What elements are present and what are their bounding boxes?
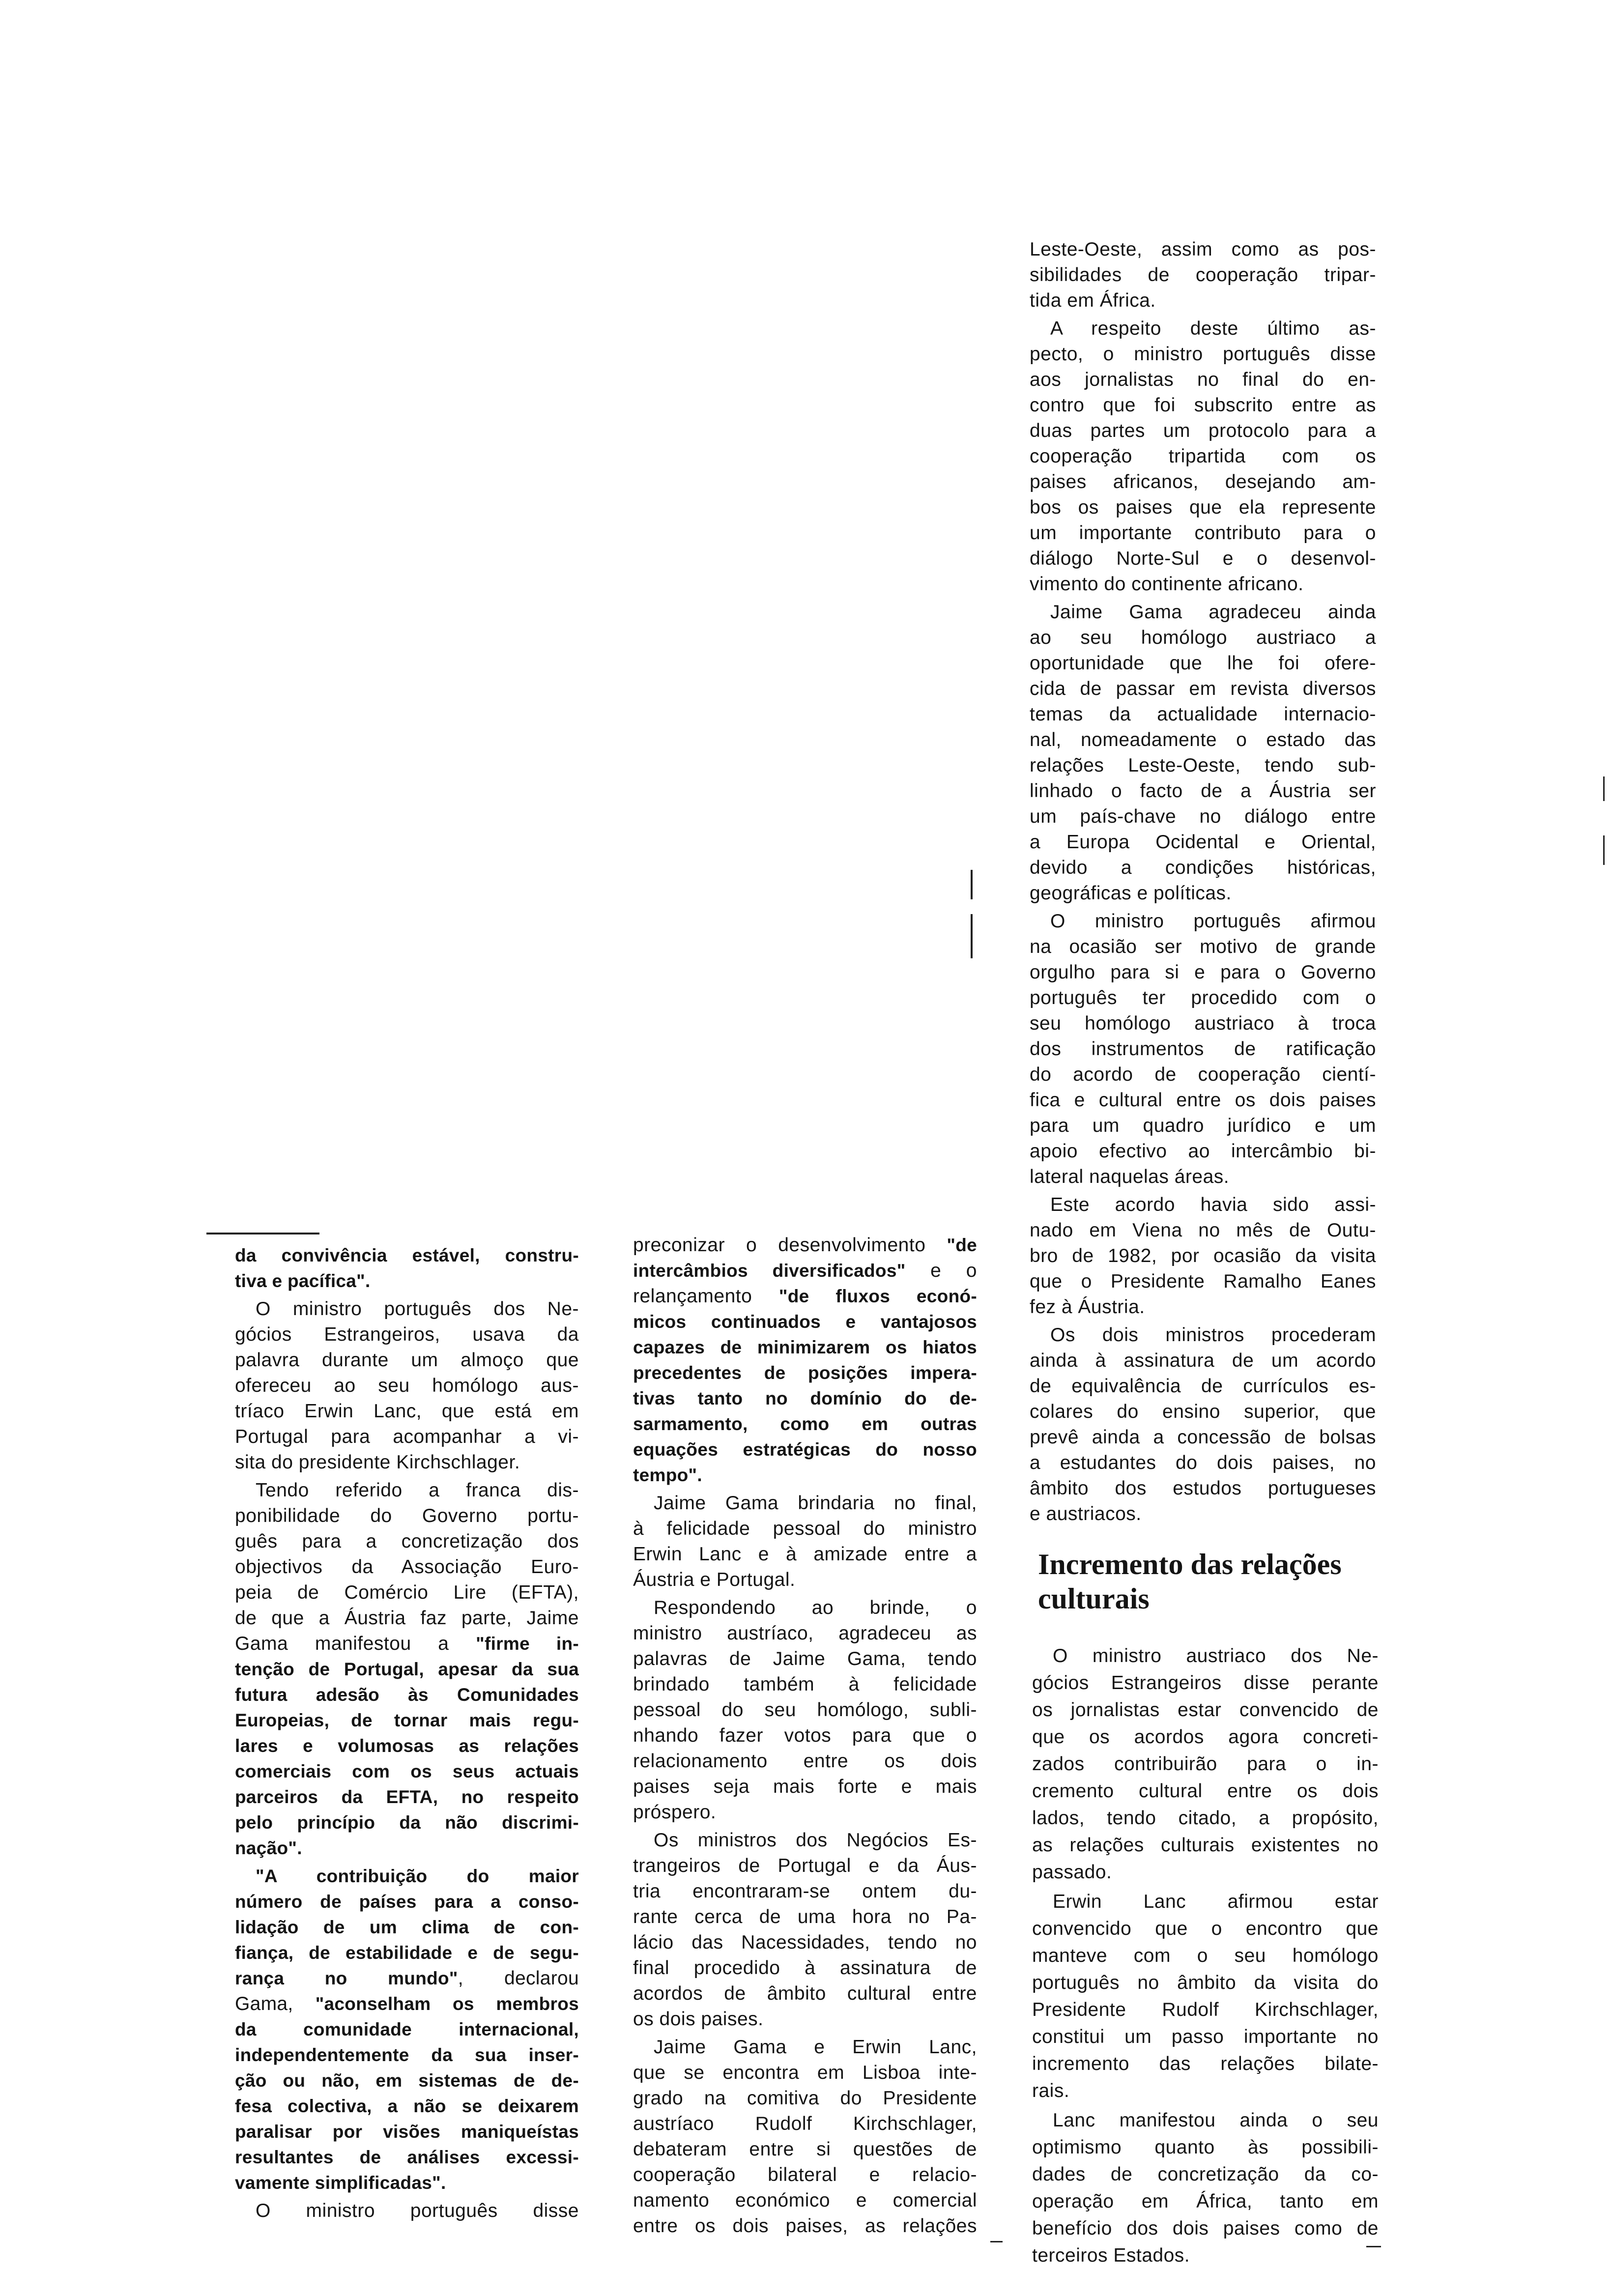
paragraph [633,1828,977,2032]
text-line: Jaime Gama brindaria no final, [654,1492,977,1514]
article-column-3-bottom [1032,1642,1379,2269]
text-line: próspero. [633,1802,717,1823]
bold-text: "de [947,1235,977,1255]
text-line: pecto, o ministro português disse [1030,344,1376,365]
text-line: namento económico e comercial [633,2190,977,2211]
text-line: lidação de um clima de con- [235,1917,579,1937]
text-line: fesa colectiva, a não se deixarem [235,2096,579,2116]
paragraph [235,1864,579,2196]
bold-text: precedentes de posições impera- [633,1363,977,1383]
text-line: que os acordos agora concreti- [1032,1726,1379,1748]
bold-text: tenção de Portugal, apesar da sua [235,1659,579,1679]
text-line: nhando fazer votos para que o [633,1725,977,1746]
text-line: linhado o facto de a Áustria ser [1030,780,1376,802]
text-line: sibilidades de cooperação tripar- [1030,264,1376,286]
text-line: rante cerca de uma hora no Pa- [633,1906,977,1927]
text-line: acordos de âmbito cultural entre [633,1983,977,2004]
bold-text: tivas tanto no domínio do de- [633,1388,977,1408]
text-line [235,1759,579,1784]
paragraph [633,1233,977,1488]
regular-text: , declarou [458,1968,579,1989]
text-line: "A contribuição do maior [256,1866,579,1886]
scan-rule-mark [1603,776,1605,801]
text-line: aos jornalistas no final do en- [1030,369,1376,390]
text-line [633,1386,977,1411]
text-line [235,1991,579,2017]
text-line [235,1657,579,1682]
text-line: gócios Estrangeiros, usava da [235,1324,579,1345]
text-line: um país-chave no diálogo entre [1030,806,1376,827]
text-line: brindado também à felicidade [633,1674,977,1695]
text-line: vamente simplificadas". [235,2173,446,2193]
text-line: Erwin Lanc afirmou estar [1053,1891,1379,1912]
text-line [235,1682,579,1708]
text-line [633,1463,977,1488]
text-line: rais. [1032,2080,1070,2101]
text-line: sita do presidente Kirchschlager. [235,1452,520,1473]
text-line: bro de 1982, por ocasião da visita [1030,1245,1376,1266]
text-line: dos instrumentos de ratificação [1030,1038,1376,1060]
text-line: entre os dois paises, as relações [633,2215,977,2237]
paragraph [1030,600,1376,906]
text-line: palavra durante um almoço que [235,1349,579,1371]
paragraph [1030,909,1376,1190]
bold-text: lares e volumosas as relações [235,1736,579,1756]
bold-text: Europeias, de tornar mais regu- [235,1710,579,1730]
text-line: benefício dos dois paises como de [1032,2218,1379,2239]
text-line: optimismo quanto às possibili- [1032,2137,1379,2158]
text-line [633,1360,977,1386]
text-line: cida de passar em revista diversos [1030,678,1376,699]
text-line: oportunidade que lhe foi ofere- [1030,653,1376,674]
text-line: incremento das relações bilate- [1032,2053,1379,2074]
bold-text: "aconselham os membros [315,1994,579,2014]
text-line: palavras de Jaime Gama, tendo [633,1648,977,1669]
bold-text: sarmamento, como em outras [633,1414,977,1434]
paragraph [235,1243,579,1294]
bold-text: rança no mundo" [235,1968,458,1988]
text-line: guês para a concretização dos [235,1531,579,1552]
text-line: constitui um passo importante no [1032,2026,1379,2047]
text-line [235,1966,579,1991]
text-line: lados, tendo citado, a propósito, [1032,1808,1379,1829]
text-line: Os ministros dos Negócios Es- [654,1830,977,1851]
text-line [235,1784,579,1810]
text-line: da convivência estável, constru- [235,1245,579,1265]
text-line: Presidente Rudolf Kirchschlager, [1032,1999,1379,2020]
bold-text: tempo". [633,1465,702,1485]
text-line: tria encontraram-se ontem du- [633,1881,977,1902]
text-line: contro que foi subscrito entre as [1030,395,1376,416]
bold-text: nação". [235,1838,302,1858]
text-line [633,1258,977,1284]
text-line: na ocasião ser motivo de grande [1030,936,1376,957]
paragraph [1030,1192,1376,1320]
text-line: resultantes de análises excessi- [235,2147,579,2167]
text-line [633,1284,977,1309]
text-line: Este acordo havia sido assi- [1050,1194,1376,1215]
text-line: paises africanos, desejando am- [1030,471,1376,492]
text-line: à felicidade pessoal do ministro [633,1518,977,1539]
text-line: manteve com o seu homólogo [1032,1945,1379,1966]
text-line: número de países para a conso- [235,1892,579,1912]
regular-text: Gama, [235,1993,316,2014]
text-line: paises seja mais forte e mais [633,1776,977,1797]
regular-text: relançamento [633,1286,779,1307]
paragraph [1032,1642,1379,1886]
paragraph [1032,2107,1379,2269]
text-line: A respeito deste último as- [1050,318,1376,339]
paragraph [1030,1322,1376,1527]
text-line: independentemente da sua inser- [235,2045,579,2065]
text-line: dades de concretização da co- [1032,2164,1379,2185]
text-line: zados contribuirão para o in- [1032,1753,1379,1775]
text-line: cooperação tripartida com os [1030,446,1376,467]
article-column-1 [235,1243,579,2224]
text-line: ofereceu ao seu homólogo aus- [235,1375,579,1396]
text-line: do acordo de cooperação cientí- [1030,1064,1376,1085]
text-line: passado. [1032,1862,1112,1883]
text-line: relações Leste-Oeste, tendo sub- [1030,755,1376,776]
text-line: e austriacos. [1030,1503,1142,1524]
paragraph [633,1595,977,1825]
bold-text: "firme in- [476,1634,579,1654]
text-line: Áustria e Portugal. [633,1569,796,1590]
text-line: ministro austríaco, agradeceu as [633,1623,977,1644]
text-line: Jaime Gama e Erwin Lanc, [654,2037,977,2058]
text-line: Respondendo ao brinde, o [654,1597,977,1618]
text-line: geográficas e políticas. [1030,883,1232,904]
bold-text: comerciais com os seus actuais [235,1761,579,1781]
regular-text: preconizar o desenvolvimento [633,1234,947,1256]
paragraph [235,1478,579,1861]
regular-text: e o [905,1260,977,1281]
text-line: de equivalência de currículos es- [1030,1376,1376,1397]
bold-text: equações estratégicas do nosso [633,1439,977,1460]
text-line: Tendo referido a franca dis- [256,1480,579,1501]
text-line [235,1733,579,1759]
text-line: Os dois ministros procederam [1050,1324,1376,1346]
text-line: final procedido à assinatura de [633,1957,977,1979]
text-line: diálogo Norte-Sul e o desenvol- [1030,548,1376,569]
text-line: lateral naquelas áreas. [1030,1166,1230,1187]
text-line: fiança, de estabilidade e de segu- [235,1943,579,1963]
scan-rule-mark [1603,835,1605,865]
paragraph [1032,1888,1379,2104]
text-line [235,1708,579,1733]
text-line: O ministro português dos Ne- [256,1298,579,1320]
text-line: português no âmbito da visita do [1032,1972,1379,1993]
text-line: terceiros Estados. [1032,2245,1190,2266]
text-line: austríaco Rudolf Kirchschlager, [633,2113,977,2134]
text-line: gócios Estrangeiros disse perante [1032,1672,1379,1693]
article-column-3-top [1030,237,1376,1527]
text-line [633,1309,977,1335]
text-line: devido a condições históricas, [1030,857,1376,878]
text-line: Lanc manifestou ainda o seu [1053,2110,1379,2131]
text-line: lácio das Nacessidades, tendo no [633,1932,977,1953]
text-line: um importante contributo para o [1030,522,1376,544]
text-line [235,1810,579,1836]
text-line: O ministro português afirmou [1050,911,1376,932]
paragraph [633,2035,977,2239]
subheading-line: Incremento das relações [1038,1548,1342,1580]
paragraph [633,1491,977,1593]
paragraph [1030,237,1376,314]
text-line: tiva e pacífica". [235,1271,371,1291]
regular-text: Gama manifestou a [235,1633,476,1654]
text-line: Leste-Oeste, assim como as pos- [1030,239,1376,260]
text-line: fica e cultural entre os dois paises [1030,1090,1376,1111]
text-line: os jornalistas estar convencido de [1032,1699,1379,1721]
text-line: as relações culturais existentes no [1032,1835,1379,1856]
scan-rule-mark [971,870,973,899]
bold-text: intercâmbios diversificados" [633,1261,906,1281]
text-line: seu homólogo austriaco à troca [1030,1013,1376,1034]
text-line: grado na comitiva do Presidente [633,2088,977,2109]
text-line: debateram entre si questões de [633,2139,977,2160]
text-line [633,1437,977,1463]
text-line: nal, nomeadamente o estado das [1030,729,1376,750]
text-line: prevê ainda a concessão de bolsas [1030,1427,1376,1448]
text-line: a Europa Ocidental e Oriental, [1030,832,1376,853]
text-line: Portugal para acompanhar a vi- [235,1426,579,1447]
text-line: para um quadro jurídico e um [1030,1115,1376,1136]
text-line: O ministro austriaco dos Ne- [1053,1645,1379,1666]
text-line: trangeiros de Portugal e da Áus- [633,1855,977,1876]
text-line: bos os paises que ela represente [1030,497,1376,518]
bold-text: capazes de minimizarem os hiatos [633,1337,977,1357]
bold-text: micos continuados e vantajosos [633,1312,977,1332]
text-line: ao seu homólogo austriaco a [1030,627,1376,648]
bold-text: parceiros da EFTA, no respeito [235,1787,579,1807]
text-line: tríaco Erwin Lanc, que está em [235,1401,579,1422]
article-column-2 [633,1233,977,2239]
paragraph [1030,316,1376,597]
text-line: cooperação bilateral e relacio- [633,2164,977,2185]
text-line: colares do ensino superior, que [1030,1401,1376,1422]
text-line: O ministro português disse [256,2200,579,2221]
text-line: tida em África. [1030,290,1156,311]
subheading [1038,1547,1382,1616]
text-line: os dois paises. [633,2009,764,2030]
text-line: ainda à assinatura de um acordo [1030,1350,1376,1371]
text-line: pessoal do seu homólogo, subli- [633,1699,977,1721]
text-line: paralisar por visões maniqueístas [235,2122,579,2142]
text-line: português ter procedido com o [1030,987,1376,1008]
bold-text: "de fluxos econó- [778,1286,977,1306]
text-line: operação em África, tanto em [1032,2191,1379,2212]
text-line: a estudantes do dois paises, no [1030,1452,1376,1473]
paragraph [235,2198,579,2224]
text-line: convencido que o encontro que [1032,1918,1379,1939]
bold-text: futura adesão às Comunidades [235,1685,579,1705]
text-line: vimento do continente africano. [1030,574,1304,595]
text-line: orgulho para si e para o Governo [1030,962,1376,983]
text-line: âmbito dos estudos portugueses [1030,1478,1376,1499]
text-line [235,1631,579,1657]
text-line: duas partes um protocolo para a [1030,420,1376,441]
text-line [235,1836,579,1861]
text-line: da comunidade internacional, [235,2019,579,2039]
paragraph [235,1296,579,1475]
text-line [633,1411,977,1437]
text-line: relacionamento entre os dois [633,1751,977,1772]
text-line: que se encontra em Lisboa inte- [633,2062,977,2083]
text-line: apoio efectivo ao intercâmbio bi- [1030,1141,1376,1162]
text-line: peia de Comércio Lire (EFTA), [235,1582,579,1603]
scan-rule-mark [990,2241,1003,2242]
text-line: de que a Áustria faz parte, Jaime [235,1607,579,1629]
text-line: ponibilidade do Governo portu- [235,1505,579,1526]
text-line [633,1233,977,1258]
scan-rule-mark [206,1233,319,1234]
text-line: Jaime Gama agradeceu ainda [1050,602,1376,623]
text-line: nado em Viena no mês de Outu- [1030,1220,1376,1241]
text-line: que o Presidente Ramalho Eanes [1030,1271,1376,1292]
bold-text: pelo princípio da não discrimi- [235,1812,579,1833]
scan-rule-mark [971,914,973,958]
text-line: ção ou não, em sistemas de de- [235,2070,579,2091]
text-line: cremento cultural entre os dois [1032,1780,1379,1802]
text-line: temas da actualidade internacio- [1030,704,1376,725]
subheading-line: culturais [1038,1582,1150,1615]
text-line: fez à Áustria. [1030,1296,1145,1318]
text-line: Erwin Lanc e à amizade entre a [633,1544,977,1565]
text-line: objectivos da Associação Euro- [235,1556,579,1578]
text-line [633,1335,977,1360]
